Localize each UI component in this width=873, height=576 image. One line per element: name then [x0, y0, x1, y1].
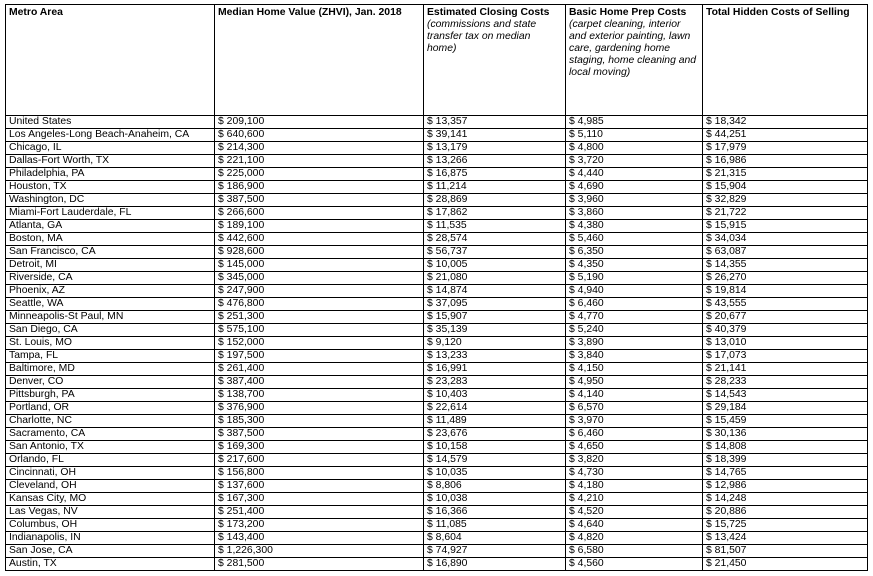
median-value-cell: $ 209,100 [215, 116, 424, 129]
total-costs-cell: $ 21,315 [703, 168, 868, 181]
total-costs-cell: $ 15,915 [703, 220, 868, 233]
median-value-cell: $ 928,600 [215, 246, 424, 259]
total-costs-cell: $ 21,722 [703, 207, 868, 220]
header-median-home-value [215, 5, 424, 116]
table-row [6, 467, 868, 480]
metro-area-cell: United States [6, 116, 215, 129]
table-row [6, 428, 868, 441]
metro-area-cell: San Jose, CA [6, 545, 215, 558]
median-value-cell: $ 185,300 [215, 415, 424, 428]
table-row [6, 194, 868, 207]
header-closing-costs [424, 5, 566, 116]
metro-area-cell: Boston, MA [6, 233, 215, 246]
closing-costs-cell: $ 10,158 [424, 441, 566, 454]
median-value-cell: $ 186,900 [215, 181, 424, 194]
metro-area-cell: Philadelphia, PA [6, 168, 215, 181]
header-home-prep-costs [566, 5, 703, 116]
closing-costs-cell: $ 9,120 [424, 337, 566, 350]
metro-area-cell: Riverside, CA [6, 272, 215, 285]
median-value-cell: $ 217,600 [215, 454, 424, 467]
prep-costs-cell: $ 4,180 [566, 480, 703, 493]
metro-area-cell: Las Vegas, NV [6, 506, 215, 519]
table-row [6, 259, 868, 272]
prep-costs-cell: $ 4,940 [566, 285, 703, 298]
total-costs-cell: $ 29,184 [703, 402, 868, 415]
prep-costs-cell: $ 4,650 [566, 441, 703, 454]
table-row [6, 350, 868, 363]
median-value-cell: $ 143,400 [215, 532, 424, 545]
total-costs-cell: $ 17,979 [703, 142, 868, 155]
closing-costs-cell: $ 13,266 [424, 155, 566, 168]
closing-costs-cell: $ 22,614 [424, 402, 566, 415]
table-row [6, 415, 868, 428]
metro-area-cell: San Francisco, CA [6, 246, 215, 259]
closing-costs-cell: $ 28,869 [424, 194, 566, 207]
total-costs-cell: $ 32,829 [703, 194, 868, 207]
closing-costs-cell: $ 16,875 [424, 168, 566, 181]
prep-costs-cell: $ 3,860 [566, 207, 703, 220]
prep-costs-cell: $ 3,890 [566, 337, 703, 350]
total-costs-cell: $ 30,136 [703, 428, 868, 441]
prep-costs-cell: $ 4,440 [566, 168, 703, 181]
metro-area-cell: Chicago, IL [6, 142, 215, 155]
header-title: Estimated Closing Costs [427, 7, 550, 18]
table-row [6, 337, 868, 350]
total-costs-cell: $ 13,424 [703, 532, 868, 545]
closing-costs-cell: $ 74,927 [424, 545, 566, 558]
hidden-costs-table [5, 4, 868, 571]
prep-costs-cell: $ 4,730 [566, 467, 703, 480]
table-row [6, 246, 868, 259]
closing-costs-cell: $ 56,737 [424, 246, 566, 259]
median-value-cell: $ 1,226,300 [215, 545, 424, 558]
table-row [6, 298, 868, 311]
metro-area-cell: Dallas-Fort Worth, TX [6, 155, 215, 168]
closing-costs-cell: $ 14,579 [424, 454, 566, 467]
median-value-cell: $ 387,400 [215, 376, 424, 389]
metro-area-cell: Phoenix, AZ [6, 285, 215, 298]
closing-costs-cell: $ 16,366 [424, 506, 566, 519]
metro-area-cell: Detroit, MI [6, 259, 215, 272]
prep-costs-cell: $ 5,110 [566, 129, 703, 142]
metro-area-cell: Portland, OR [6, 402, 215, 415]
table-row [6, 272, 868, 285]
median-value-cell: $ 281,500 [215, 558, 424, 571]
median-value-cell: $ 640,600 [215, 129, 424, 142]
median-value-cell: $ 221,100 [215, 155, 424, 168]
median-value-cell: $ 376,900 [215, 402, 424, 415]
median-value-cell: $ 225,000 [215, 168, 424, 181]
total-costs-cell: $ 20,886 [703, 506, 868, 519]
median-value-cell: $ 138,700 [215, 389, 424, 402]
table-row [6, 155, 868, 168]
header-title: Basic Home Prep Costs [569, 7, 687, 18]
prep-costs-cell: $ 6,460 [566, 428, 703, 441]
metro-area-cell: San Antonio, TX [6, 441, 215, 454]
prep-costs-cell: $ 5,240 [566, 324, 703, 337]
closing-costs-cell: $ 11,535 [424, 220, 566, 233]
median-value-cell: $ 345,000 [215, 272, 424, 285]
closing-costs-cell: $ 35,139 [424, 324, 566, 337]
median-value-cell: $ 169,300 [215, 441, 424, 454]
median-value-cell: $ 251,300 [215, 311, 424, 324]
table-row [6, 480, 868, 493]
median-value-cell: $ 387,500 [215, 428, 424, 441]
total-costs-cell: $ 43,555 [703, 298, 868, 311]
total-costs-cell: $ 26,270 [703, 272, 868, 285]
metro-area-cell: Orlando, FL [6, 454, 215, 467]
prep-costs-cell: $ 3,840 [566, 350, 703, 363]
prep-costs-cell: $ 3,970 [566, 415, 703, 428]
table-row [6, 142, 868, 155]
table-row [6, 220, 868, 233]
metro-area-cell: Kansas City, MO [6, 493, 215, 506]
median-value-cell: $ 197,500 [215, 350, 424, 363]
median-value-cell: $ 266,600 [215, 207, 424, 220]
metro-area-cell: Columbus, OH [6, 519, 215, 532]
total-costs-cell: $ 14,355 [703, 259, 868, 272]
total-costs-cell: $ 14,808 [703, 441, 868, 454]
closing-costs-cell: $ 10,403 [424, 389, 566, 402]
median-value-cell: $ 156,800 [215, 467, 424, 480]
median-value-cell: $ 575,100 [215, 324, 424, 337]
total-costs-cell: $ 14,765 [703, 467, 868, 480]
prep-costs-cell: $ 4,985 [566, 116, 703, 129]
median-value-cell: $ 145,000 [215, 259, 424, 272]
median-value-cell: $ 247,900 [215, 285, 424, 298]
closing-costs-cell: $ 10,035 [424, 467, 566, 480]
prep-costs-cell: $ 4,770 [566, 311, 703, 324]
median-value-cell: $ 387,500 [215, 194, 424, 207]
total-costs-cell: $ 14,543 [703, 389, 868, 402]
total-costs-cell: $ 81,507 [703, 545, 868, 558]
closing-costs-cell: $ 13,179 [424, 142, 566, 155]
median-value-cell: $ 137,600 [215, 480, 424, 493]
prep-costs-cell: $ 4,950 [566, 376, 703, 389]
median-value-cell: $ 189,100 [215, 220, 424, 233]
closing-costs-cell: $ 11,489 [424, 415, 566, 428]
header-note: (commissions and state transfer tax on median home) [427, 19, 537, 54]
prep-costs-cell: $ 4,690 [566, 181, 703, 194]
closing-costs-cell: $ 13,233 [424, 350, 566, 363]
table-row [6, 116, 868, 129]
closing-costs-cell: $ 16,890 [424, 558, 566, 571]
table-row [6, 545, 868, 558]
median-value-cell: $ 442,600 [215, 233, 424, 246]
prep-costs-cell: $ 3,720 [566, 155, 703, 168]
median-value-cell: $ 152,000 [215, 337, 424, 350]
closing-costs-cell: $ 39,141 [424, 129, 566, 142]
metro-area-cell: Seattle, WA [6, 298, 215, 311]
total-costs-cell: $ 34,034 [703, 233, 868, 246]
prep-costs-cell: $ 4,560 [566, 558, 703, 571]
closing-costs-cell: $ 23,283 [424, 376, 566, 389]
table-row [6, 207, 868, 220]
prep-costs-cell: $ 4,380 [566, 220, 703, 233]
prep-costs-cell: $ 4,520 [566, 506, 703, 519]
metro-area-cell: Miami-Fort Lauderdale, FL [6, 207, 215, 220]
table-row [6, 285, 868, 298]
closing-costs-cell: $ 13,357 [424, 116, 566, 129]
closing-costs-cell: $ 8,806 [424, 480, 566, 493]
header-metro-area [6, 5, 215, 116]
table-row [6, 519, 868, 532]
table-row [6, 363, 868, 376]
total-costs-cell: $ 17,073 [703, 350, 868, 363]
total-costs-cell: $ 15,904 [703, 181, 868, 194]
metro-area-cell: Tampa, FL [6, 350, 215, 363]
closing-costs-cell: $ 10,005 [424, 259, 566, 272]
table-row [6, 376, 868, 389]
median-value-cell: $ 261,400 [215, 363, 424, 376]
total-costs-cell: $ 19,814 [703, 285, 868, 298]
metro-area-cell: St. Louis, MO [6, 337, 215, 350]
header-title: Total Hidden Costs of Selling [706, 7, 850, 18]
median-value-cell: $ 173,200 [215, 519, 424, 532]
header-title: Median Home Value (ZHVI), Jan. 2018 [218, 7, 402, 18]
metro-area-cell: Denver, CO [6, 376, 215, 389]
prep-costs-cell: $ 4,820 [566, 532, 703, 545]
closing-costs-cell: $ 11,085 [424, 519, 566, 532]
median-value-cell: $ 476,800 [215, 298, 424, 311]
total-costs-cell: $ 28,233 [703, 376, 868, 389]
total-costs-cell: $ 16,986 [703, 155, 868, 168]
closing-costs-cell: $ 10,038 [424, 493, 566, 506]
table-row [6, 233, 868, 246]
prep-costs-cell: $ 4,140 [566, 389, 703, 402]
total-costs-cell: $ 44,251 [703, 129, 868, 142]
prep-costs-cell: $ 4,210 [566, 493, 703, 506]
total-costs-cell: $ 63,087 [703, 246, 868, 259]
prep-costs-cell: $ 3,960 [566, 194, 703, 207]
table-row [6, 532, 868, 545]
header-note: (carpet cleaning, interior and exterior painting, lawn care, gardening home staging, home cleaning and local moving) [569, 19, 697, 78]
prep-costs-cell: $ 4,640 [566, 519, 703, 532]
prep-costs-cell: $ 6,580 [566, 545, 703, 558]
table-row [6, 506, 868, 519]
header-row [6, 5, 868, 116]
closing-costs-cell: $ 8,604 [424, 532, 566, 545]
median-value-cell: $ 167,300 [215, 493, 424, 506]
table-row [6, 129, 868, 142]
metro-area-cell: Minneapolis-St Paul, MN [6, 311, 215, 324]
total-costs-cell: $ 40,379 [703, 324, 868, 337]
total-costs-cell: $ 18,342 [703, 116, 868, 129]
table-row [6, 558, 868, 571]
median-value-cell: $ 251,400 [215, 506, 424, 519]
metro-area-cell: Washington, DC [6, 194, 215, 207]
closing-costs-cell: $ 28,574 [424, 233, 566, 246]
closing-costs-cell: $ 37,095 [424, 298, 566, 311]
metro-area-cell: Baltimore, MD [6, 363, 215, 376]
table-row [6, 311, 868, 324]
closing-costs-cell: $ 21,080 [424, 272, 566, 285]
total-costs-cell: $ 20,677 [703, 311, 868, 324]
table-row [6, 454, 868, 467]
header-total-hidden-costs [703, 5, 868, 116]
table-row [6, 324, 868, 337]
header-title: Metro Area [9, 7, 63, 18]
total-costs-cell: $ 14,248 [703, 493, 868, 506]
metro-area-cell: Austin, TX [6, 558, 215, 571]
total-costs-cell: $ 13,010 [703, 337, 868, 350]
metro-area-cell: Sacramento, CA [6, 428, 215, 441]
total-costs-cell: $ 21,141 [703, 363, 868, 376]
prep-costs-cell: $ 4,150 [566, 363, 703, 376]
metro-area-cell: San Diego, CA [6, 324, 215, 337]
table-row [6, 181, 868, 194]
table-row [6, 402, 868, 415]
prep-costs-cell: $ 4,800 [566, 142, 703, 155]
prep-costs-cell: $ 3,820 [566, 454, 703, 467]
metro-area-cell: Indianapolis, IN [6, 532, 215, 545]
total-costs-cell: $ 15,459 [703, 415, 868, 428]
prep-costs-cell: $ 5,190 [566, 272, 703, 285]
metro-area-cell: Cleveland, OH [6, 480, 215, 493]
closing-costs-cell: $ 14,874 [424, 285, 566, 298]
total-costs-cell: $ 12,986 [703, 480, 868, 493]
table-row [6, 493, 868, 506]
median-value-cell: $ 214,300 [215, 142, 424, 155]
table-row [6, 441, 868, 454]
total-costs-cell: $ 18,399 [703, 454, 868, 467]
table-row [6, 168, 868, 181]
metro-area-cell: Atlanta, GA [6, 220, 215, 233]
metro-area-cell: Pittsburgh, PA [6, 389, 215, 402]
metro-area-cell: Los Angeles-Long Beach-Anaheim, CA [6, 129, 215, 142]
metro-area-cell: Houston, TX [6, 181, 215, 194]
closing-costs-cell: $ 15,907 [424, 311, 566, 324]
total-costs-cell: $ 21,450 [703, 558, 868, 571]
prep-costs-cell: $ 6,350 [566, 246, 703, 259]
prep-costs-cell: $ 4,350 [566, 259, 703, 272]
metro-area-cell: Charlotte, NC [6, 415, 215, 428]
prep-costs-cell: $ 6,460 [566, 298, 703, 311]
closing-costs-cell: $ 17,862 [424, 207, 566, 220]
closing-costs-cell: $ 16,991 [424, 363, 566, 376]
closing-costs-cell: $ 23,676 [424, 428, 566, 441]
prep-costs-cell: $ 6,570 [566, 402, 703, 415]
table-body [6, 116, 868, 571]
metro-area-cell: Cincinnati, OH [6, 467, 215, 480]
prep-costs-cell: $ 5,460 [566, 233, 703, 246]
table-row [6, 389, 868, 402]
total-costs-cell: $ 15,725 [703, 519, 868, 532]
closing-costs-cell: $ 11,214 [424, 181, 566, 194]
